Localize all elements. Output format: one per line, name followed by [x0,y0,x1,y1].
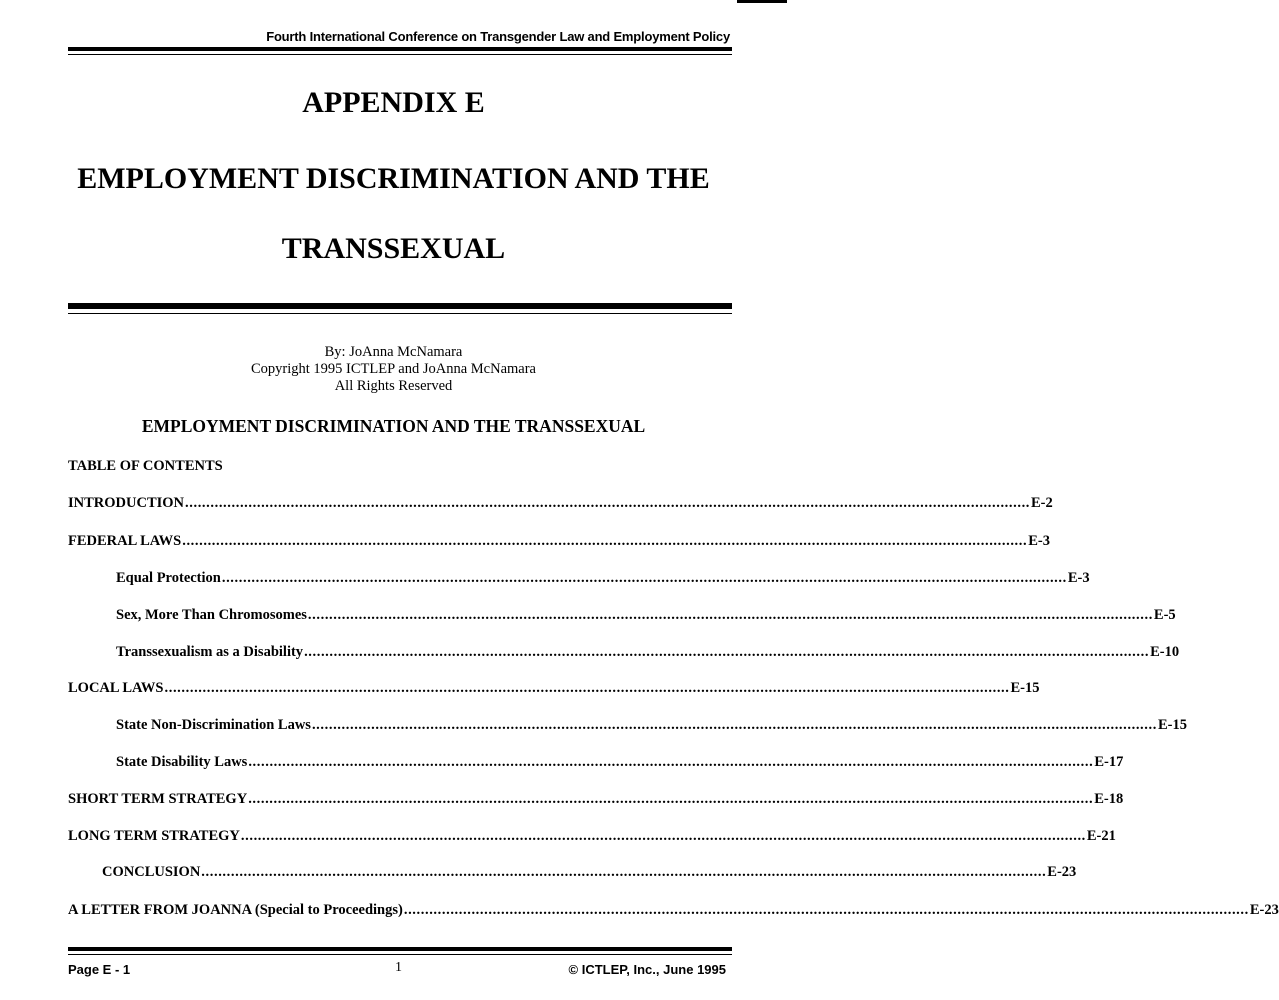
copyright-line: Copyright 1995 ICTLEP and JoAnna McNamara [251,361,536,377]
toc-leader-dots: ........................................................................................................................................................................................................ [307,607,1153,623]
toc-leader-dots: ........................................................................................................................................................................................................ [201,864,1047,880]
document-title-line-1: EMPLOYMENT DISCRIMINATION AND THE [77,162,710,195]
toc-entry-page: E-10 [1150,644,1180,660]
toc-leader-dots: ........................................................................................................................................................................................................ [304,644,1150,660]
toc-entry-page: E-18 [1094,791,1124,807]
footer-rule-thick [68,947,732,951]
toc-leader-dots: ........................................................................................................................................................................................................ [248,754,1094,770]
toc-entry-equal-protection [116,570,1090,587]
title-rule-thick [68,303,732,309]
footer-copyright: © ICTLEP, Inc., June 1995 [568,962,726,977]
footer-rule-thin [68,954,732,955]
toc-entry-page: E-17 [1094,754,1124,770]
toc-entry-label: LOCAL LAWS [68,680,164,696]
header-rule-thin [68,54,732,55]
toc-entry-page: E-15 [1157,717,1187,733]
toc-entry-long-term-strategy [68,828,1116,845]
document-title-line-2: TRANSSEXUAL [281,232,506,265]
toc-entry-transsexualism-disability [116,644,1180,661]
toc-entry-label: Transsexualism as a Disability [116,644,304,660]
toc-entry-page: E-23 [1047,864,1077,880]
toc-leader-dots: ........................................................................................................................................................................................................ [403,902,1249,918]
toc-entry-page: E-15 [1010,680,1040,696]
toc-entry-conclusion [102,864,1077,881]
toc-entry-short-term-strategy [68,791,1124,808]
toc-entry-local-laws [68,680,1040,697]
toc-leader-dots: ........................................................................................................................................................................................................ [182,533,1028,549]
toc-leader-dots: ........................................................................................................................................................................................................ [240,828,1086,844]
toc-leader-dots: ........................................................................................................................................................................................................ [248,791,1094,807]
toc-entry-page: E-5 [1153,607,1176,623]
byline-block [0,344,787,395]
toc-entry-page: E-3 [1067,570,1090,586]
scan-edge-mark [737,0,787,3]
toc-entry-page: E-23 [1249,902,1279,918]
toc-heading: TABLE OF CONTENTS [68,458,223,474]
footer-page-number: 1 [395,960,402,975]
author-line: By: JoAnna McNamara [324,344,463,360]
toc-entry-label: Sex, More Than Chromosomes [116,607,307,623]
toc-entry-label: CONCLUSION [102,864,201,880]
toc-entry-state-disability-laws [116,754,1124,771]
section-subtitle: EMPLOYMENT DISCRIMINATION AND THE TRANSSEXUAL [141,416,646,436]
appendix-title: APPENDIX E [302,86,485,119]
toc-entry-label: State Non-Discrimination Laws [116,717,311,733]
toc-entry-state-non-discrimination [116,717,1187,734]
toc-entry-page: E-3 [1028,533,1050,549]
toc-entry-label: LONG TERM STRATEGY [68,828,240,844]
toc-entry-federal-laws [68,533,1050,550]
rights-line: All Rights Reserved [334,378,453,394]
toc-entry-label: SHORT TERM STRATEGY [68,791,248,807]
title-rule-thin [68,313,732,314]
toc-entry-label: Equal Protection [116,570,221,586]
toc-entry-letter-from-joanna [68,902,1279,919]
toc-leader-dots: ........................................................................................................................................................................................................ [164,680,1010,696]
running-header: Fourth International Conference on Transgender Law and Employment Policy [266,29,730,44]
header-rule-thick [68,47,732,51]
toc-entry-label: FEDERAL LAWS [68,533,182,549]
toc-entry-page: E-21 [1086,828,1116,844]
toc-entry-sex-more-than-chromosomes [116,607,1176,624]
toc-leader-dots: ........................................................................................................................................................................................................ [185,495,1031,511]
toc-leader-dots: ........................................................................................................................................................................................................ [221,570,1067,586]
toc-leader-dots: ........................................................................................................................................................................................................ [311,717,1157,733]
footer-page-label: Page E - 1 [68,962,131,977]
toc-entry-label: State Disability Laws [116,754,248,770]
toc-entry-label: A LETTER FROM JOANNA (Special to Proceedings) [68,902,403,918]
toc-entry-introduction [68,495,1053,512]
toc-entry-page: E-2 [1031,495,1053,511]
toc-entry-label: INTRODUCTION [68,495,185,511]
